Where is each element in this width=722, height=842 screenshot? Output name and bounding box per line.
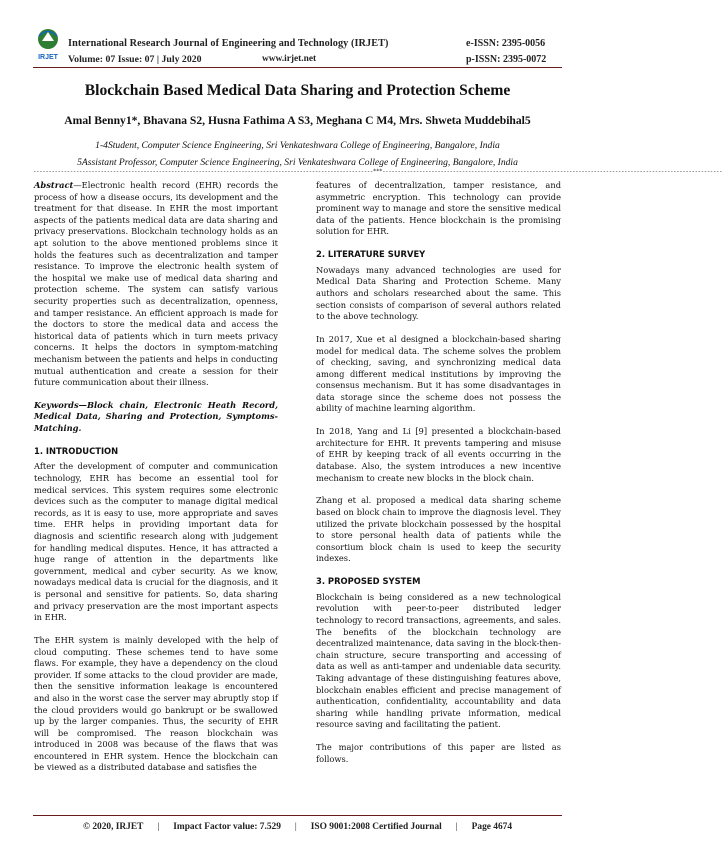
left-column (34, 180, 278, 785)
affiliation-students: 1-4Student, Computer Science Engineering, Sri Venkateshwara College of Engineering, Bangalore, India (95, 140, 500, 151)
paper-title: Blockchain Based Medical Data Sharing and Protection Scheme (84, 82, 511, 99)
footer-copyright: © 2020, IRJET (82, 822, 144, 832)
literature-paragraph-4: Zhang et al. proposed a medical data sharing scheme based on block chain to improve the diagnosis level. They utilized the private blockchain possessed by the hospital to store personal health data of patients while the consortium block chain is used to keep the security indexes. (316, 495, 561, 564)
proposed-heading: 3. PROPOSED SYSTEM (316, 576, 421, 587)
footer-divider: | (455, 822, 458, 832)
footer-page-number: Page 4674 (471, 822, 513, 832)
footer-divider: | (157, 822, 160, 832)
footer-impact-factor: Impact Factor value: 7.529 (173, 822, 281, 832)
svg-text:IRJET: IRJET (38, 54, 58, 61)
literature-paragraph-1: Nowadays many advanced technologies are used for Medical Data Sharing and Protection Scheme. Many authors and scholars researched about the same. This section consists of comparison of several authors related to the above technology. (316, 264, 561, 322)
journal-website[interactable]: www.irjet.net (262, 54, 317, 64)
page-footer (33, 822, 562, 832)
author-list: Amal Benny1*, Bhavana S2, Husna Fathima A S3, Meghana C M4, Mrs. Shweta Muddebihal5 (64, 114, 531, 127)
abstract (34, 180, 278, 389)
intro-heading: 1. INTRODUCTION (34, 445, 119, 456)
irjet-logo (33, 27, 63, 61)
keywords: Keywords—Block chain, Electronic Heath Record, Medical Data, Sharing and Protection, Symptoms-Matching. (34, 399, 278, 434)
proposed-paragraph-2: The major contributions of this paper are listed as follows. (316, 742, 561, 764)
literature-paragraph-2: In 2017, Xue et al designed a blockchain-based sharing model for medical data. The scheme solves the problem of checking, saving, and synchronizing medical data among different medical institutions by improving the consensus mechanism. But it has some disadvantages in data storage since the scheme does not possess the ability of machine learning algorithm. (316, 333, 561, 414)
intro-paragraph-2: The EHR system is mainly developed with the help of cloud computing. These schemes tend to have some flaws. For example, they have a dependency on the cloud provider. If some attacks to the cloud provider are made, then the sensitive information leakage is encountered and also in the worst case the server may abruptly stop if the cloud providers would go bankrupt or be swallowed up by the larger companies. Thus, the security of EHR will be compromised. The reason blockchain was introduced in 2008 was because of the flaws that was encountered in EHR system. Hence the blockchain can be viewed as a distributed database and satisfies the (34, 634, 278, 773)
intro-paragraph-1: After the development of computer and communication technology, EHR has become an essential tool for medical services. This system requires some electronic devices such as the computer to manage digital medical records, as it is easy to use, more appropriate and saves time. EHR helps in providing important data for diagnosis and scientific research along with judgement for handling medical disputes. Hence, it has attracted a huge range of attention in the departments like government, medical and cyber security. As we know, nowadays medical data is crucial for the diagnosis, and it is personal and sensitive for patients. So, data sharing and privacy preservation are the most important aspects in EHR. (34, 461, 278, 623)
right-column (316, 180, 561, 776)
e-issn: e-ISSN: 2395-0056 (466, 38, 546, 49)
abstract-label: Abstract (34, 180, 74, 190)
header-rule (33, 67, 562, 68)
journal-name: International Research Journal of Engineering and Technology (IRJET) (68, 38, 389, 49)
intro-continuation: features of decentralization, tamper resistance, and asymmetric encryption. This technology can provide prominent way to manage and store the sensitive medical data of the patients. Hence blockchain is the promising solution for EHR. (316, 180, 561, 237)
footer-iso: ISO 9001:2008 Certified Journal (310, 822, 442, 832)
abstract-text: —Electronic health record (EHR) records the process of how a disease occurs, its development and the treatment for that disease. In EHR the most important aspects of the patients medical data are data sharing and privacy preservations. Blockchain technology holds as an apt solution to the above mentioned problems since it holds the features such as decentralization and tamper resistance. To improve the electronic health system of the hospital we make use of medical data sharing and protection scheme. The system can satisfy various security properties such as decentralization, openness, and tamper resistance. An efficient approach is made for the doctors to store the medical data and access the historical data of patients which in turn meets privacy concerns. It helps the doctors in symptom-matching mechanism between the patients and helps in conducting mutual authentication and create a session for their future communication about their illness. (34, 180, 278, 388)
footer-divider: | (294, 822, 297, 832)
section-separator: ---------------------------------------------------------------------------------------------------------------***--------------------------------------------------------------------------------------------------------------- (33, 168, 722, 175)
proposed-paragraph-1: Blockchain is being considered as a new technological revolution with peer-to-peer distributed ledger technology to record transactions, agreements, and sales. The benefits of the blockchain technology are decentralized maintenance, data saving in the block-then-chain structure, secure transporting and accessing of data as well as anti-tamper and undeniable data security. Taking advantage of these distinguishing features above, blockchain enables efficient and precise management of authentication, confidentiality, accountability and data sharing while handling private information, medical resource saving and facilitating the patient. (316, 591, 561, 730)
literature-heading: 2. LITERATURE SURVEY (316, 249, 426, 260)
volume-issue: Volume: 07 Issue: 07 | July 2020 (68, 54, 202, 65)
footer-rule (33, 815, 562, 816)
affiliation-professor: 5Assistant Professor, Computer Science Engineering, Sri Venkateshwara College of Engineering, Bangalore, India (77, 157, 518, 168)
p-issn: p-ISSN: 2395-0072 (466, 54, 547, 65)
literature-paragraph-3: In 2018, Yang and Li [9] presented a blockchain-based architecture for EHR. It prevents tampering and misuse of EHR by keeping track of all events occurring in the database. Also, the system introduces a new incentive mechanism to create new blocks in the block chain. (316, 426, 561, 483)
